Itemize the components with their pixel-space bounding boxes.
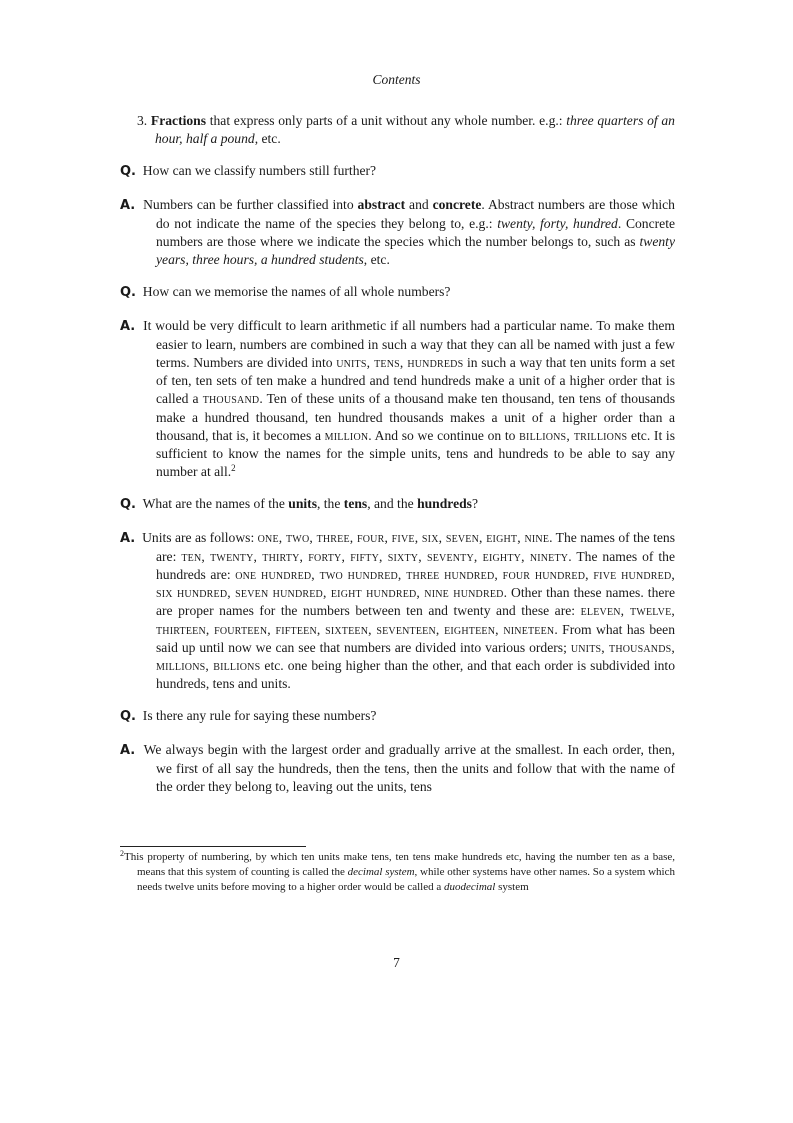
footnote-text: This property of numbering, by which ten units make tens, ten tens make hundreds etc, having the number ten as a base, means that this system of counting is called the — [124, 851, 675, 879]
small-caps-terms: million — [324, 427, 369, 443]
answer-text: Units are as follows: — [142, 529, 258, 545]
q-label: Q. — [120, 285, 136, 301]
term-fractions: Fractions — [150, 113, 207, 128]
answer-text: . Other than these names. there are proper names for the numbers between ten and twenty and these are: — [156, 585, 675, 619]
question-4 — [120, 707, 675, 726]
answer-text: Numbers can be further classified into — [143, 196, 358, 212]
example-concrete: twenty years, three hours, a hundred students — [156, 234, 675, 268]
question-text: ? — [471, 496, 479, 512]
answer-text: It would be very difficult to learn arithmetic if all numbers had a particular name. To make them easier to learn, numbers are combined in such a way that they can all be named with just a few terms. Numbers are divided into — [143, 317, 675, 371]
answer-text: , etc. — [363, 252, 390, 268]
answer-1 — [120, 196, 675, 270]
term-duodecimal: duodecimal — [444, 881, 496, 894]
a-label: A. — [120, 318, 136, 334]
answer-4 — [120, 741, 675, 797]
answer-text: . Concrete numbers are those where we indicate the species which the number belongs to, such as — [156, 215, 676, 250]
answer-text: . From what has been said up until now we can see that numbers are divided into various orders; — [156, 621, 676, 655]
answer-text: . And so we continue on to — [368, 427, 520, 443]
footnote-reference[interactable]: 2 — [231, 463, 236, 474]
answer-text: . Abstract numbers are those which do not indicate the name of the species they belong to, e.g.: — [156, 196, 675, 231]
answer-text: . Ten of these units of a thousand make ten thousand, ten tens of thousands make a hundred thousand, ten hundred thousands makes a unit of a higher order than a thousand, that is, it becomes a — [156, 391, 675, 443]
term-abstract: abstract — [357, 196, 406, 212]
page-number: 7 — [393, 955, 400, 970]
question-text: How can we classify numbers still further? — [142, 163, 377, 179]
item-examples: three quarters of an hour, half a pound — [155, 113, 675, 147]
answer-text: . The names of the tens are: — [156, 529, 676, 564]
term-tens: tens — [343, 496, 368, 512]
answer-text: etc. It is sufficient to know the names for the simple units, tens and hundreds to be able to say any number at all. — [156, 427, 675, 480]
item-tail: , etc. — [254, 131, 281, 147]
answer-text: We always begin with the largest order and gradually arrive at the smallest. In each order, then, we first of all say the hundreds, then the tens, then the units and follow that with the name of the order they belong to, leaving out the units, tens — [143, 741, 675, 795]
term-decimal-system: decimal system — [347, 866, 415, 879]
a-label: A. — [120, 530, 136, 546]
answer-text: and — [405, 196, 433, 212]
answer-3 — [120, 529, 675, 694]
a-label: A. — [120, 742, 136, 758]
answer-2 — [120, 317, 675, 482]
question-1 — [120, 162, 675, 181]
a-label: A. — [120, 197, 136, 213]
small-caps-terms: thousand — [202, 391, 260, 407]
small-caps-tens: ten, twenty, thirty, forty, fifty, sixty, seventy, eighty, ninety — [181, 548, 569, 564]
item-text: that express only parts of a unit without any whole number. e.g.: — [206, 113, 567, 128]
question-3 — [120, 495, 675, 514]
question-text: What are the names of the — [142, 496, 289, 512]
q-label: Q. — [120, 164, 136, 180]
question-text: , the — [316, 496, 344, 512]
small-caps-terms: units, tens, hundreds — [336, 355, 464, 371]
answer-text: etc. one being higher than the other, and that each order is subdivided into hundreds, tens and units. — [156, 658, 675, 692]
term-concrete: concrete — [432, 196, 482, 212]
q-label: Q. — [120, 497, 136, 513]
answer-text: in such a way that ten units form a set of ten, ten sets of ten make a hundred and tend hundreds make a unit of a higher order that is called a — [156, 355, 675, 407]
example-abstract: twenty, forty, hundred — [497, 215, 618, 231]
footnote-text: system — [495, 881, 529, 894]
question-text: , and the — [367, 496, 418, 512]
q-label: Q. — [120, 709, 136, 725]
answer-text: . The names of the hundreds are: — [156, 548, 675, 583]
small-caps-hundreds: one hundred, two hundred, three hundred, four hundred, five hundred, six hundred, seven hundred, eight hundred, nine hundred — [156, 567, 675, 601]
question-text: Is there any rule for saying these numbers? — [142, 708, 377, 724]
small-caps-terms: billions, trillions — [519, 427, 628, 443]
page-body — [120, 112, 675, 810]
list-item-fractions — [120, 112, 675, 148]
footnote — [120, 850, 675, 896]
footnote-rule — [120, 846, 306, 847]
small-caps-units: one, two, three, four, five, six, seven, eight, nine — [257, 529, 550, 545]
footnote-mark: 2 — [120, 849, 124, 858]
term-units: units — [288, 496, 317, 512]
small-caps-teens: eleven, twelve, thirteen, fourteen, fifteen, sixteen, seventeen, eighteen, nineteen — [156, 603, 676, 637]
term-hundreds: hundreds — [417, 496, 472, 512]
list-number: 3. — [137, 113, 148, 128]
question-2 — [120, 283, 675, 302]
running-head: Contents — [372, 72, 421, 87]
footnote-text: , while other systems have other names. So a system which needs twelve units before moving to a higher order would be called a — [137, 866, 675, 894]
small-caps-orders: units, thousands, millions, billions — [156, 639, 675, 674]
question-text: How can we memorise the names of all whole numbers? — [142, 284, 451, 300]
